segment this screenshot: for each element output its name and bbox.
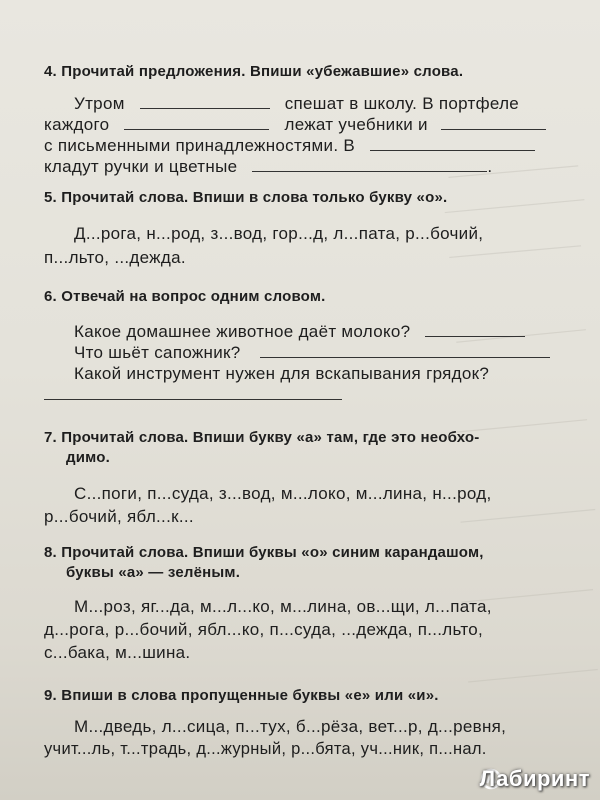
task-6: [44, 287, 592, 405]
task-5-words-line-1: Д...рога, н...род, з...вод, гор...д, л...пата, р...бочий,: [74, 224, 484, 243]
task-9-heading: [44, 686, 592, 706]
task-7-title-line-1: Прочитай слова. Впиши букву «а» там, где это необхо-: [61, 429, 480, 446]
task-9-body: [44, 716, 592, 760]
task-4-text-morning: Утром: [74, 94, 125, 113]
task-6-title: Отвечай на вопрос одним словом.: [61, 288, 326, 305]
task-6-q1-text: Какое домашнее животное даёт молоко?: [74, 322, 411, 341]
task-7-title-line-2: димо.: [66, 449, 110, 466]
task-4-period: .: [487, 157, 493, 176]
task-4-text-hurry: спешат в школу. В портфеле: [284, 94, 520, 113]
task-7-heading: [44, 428, 592, 468]
task-8-words-line-3: с...бака, м...шина.: [44, 643, 191, 662]
task-6-question-2: [74, 342, 592, 363]
task-6-heading: [44, 287, 592, 307]
task-7-words-line-2: р...бочий, ябл...к...: [44, 507, 194, 526]
task-4-line-1: [74, 94, 592, 115]
task-4: [44, 62, 592, 178]
task-4-line-4: [44, 157, 592, 178]
task-4-text-supplies: с письменными принадлежностями. В: [44, 136, 356, 155]
task-4-title: Прочитай предложения. Впиши «убежавшие» слова.: [61, 63, 464, 80]
task-8-title-line-1: Прочитай слова. Впиши буквы «о» синим карандашом,: [61, 544, 484, 561]
task-7-words-line-1: С...поги, п...суда, з...вод, м...локо, м...лина, н...род,: [74, 484, 492, 503]
task-9-number: 9.: [44, 687, 57, 704]
task-7: [44, 428, 592, 528]
task-4-text-pens: кладут ручки и цветные: [44, 157, 238, 176]
task-7-number: 7.: [44, 429, 57, 446]
task-6-answer-1[interactable]: [425, 322, 525, 337]
task-4-blank-1[interactable]: [140, 94, 270, 109]
task-5-number: 5.: [44, 189, 57, 206]
task-8-words-line-1: М...роз, яг...да, м...л...ко, м...лина, ов...щи, л...пата,: [74, 597, 492, 616]
task-9-words-line-1: М...дведь, л...сица, п...тух, б...рёза, вет...р, д...ревня,: [74, 717, 507, 736]
task-6-q3-text: Какой инструмент нужен для вскапывания грядок?: [74, 364, 490, 383]
task-5: [44, 188, 592, 270]
task-7-body: [44, 482, 592, 528]
task-4-blank-3[interactable]: [441, 115, 546, 130]
task-6-q2-text: Что шьёт сапожник?: [74, 343, 241, 362]
task-9-words-line-2: учит...ль, т...традь, д...журный, р...бята, уч...ник, п...нал.: [44, 740, 487, 758]
task-6-answer-2[interactable]: [260, 343, 550, 358]
task-4-blank-5[interactable]: [252, 157, 487, 172]
task-4-text-each: каждого: [44, 115, 110, 134]
task-4-blank-2[interactable]: [124, 115, 269, 130]
task-8-body: [44, 595, 592, 664]
task-8: [44, 543, 592, 664]
task-4-heading: [44, 62, 592, 82]
task-8-words-line-2: д...рога, р...бочий, ябл...ко, п...суда, ...дежда, п...льто,: [44, 620, 484, 639]
labirint-watermark: Лабиринт: [479, 766, 590, 791]
task-4-line-2: [44, 115, 592, 136]
task-6-number: 6.: [44, 288, 57, 305]
task-6-question-3: [74, 363, 592, 384]
task-6-answer-3-line: [44, 384, 592, 405]
task-5-body: [44, 222, 592, 270]
task-4-line-3: [44, 136, 592, 157]
task-8-title-line-2: буквы «а» — зелёным.: [66, 564, 241, 581]
task-5-words-line-2: п...льто, ...дежда.: [44, 248, 186, 267]
task-4-blank-4[interactable]: [370, 136, 535, 151]
task-5-heading: [44, 188, 592, 208]
task-6-question-1: [74, 321, 592, 342]
task-6-body: [44, 321, 592, 405]
task-9: [44, 686, 592, 760]
task-9-title: Впиши в слова пропущенные буквы «е» или «и».: [61, 687, 439, 704]
task-4-number: 4.: [44, 63, 57, 80]
task-4-text-lie: лежат учебники и: [284, 115, 428, 134]
task-5-title: Прочитай слова. Впиши в слова только букву «о».: [61, 189, 448, 206]
task-4-body: [44, 94, 592, 178]
task-6-answer-3[interactable]: [44, 385, 342, 400]
task-8-heading: [44, 543, 592, 583]
task-8-number: 8.: [44, 544, 57, 561]
